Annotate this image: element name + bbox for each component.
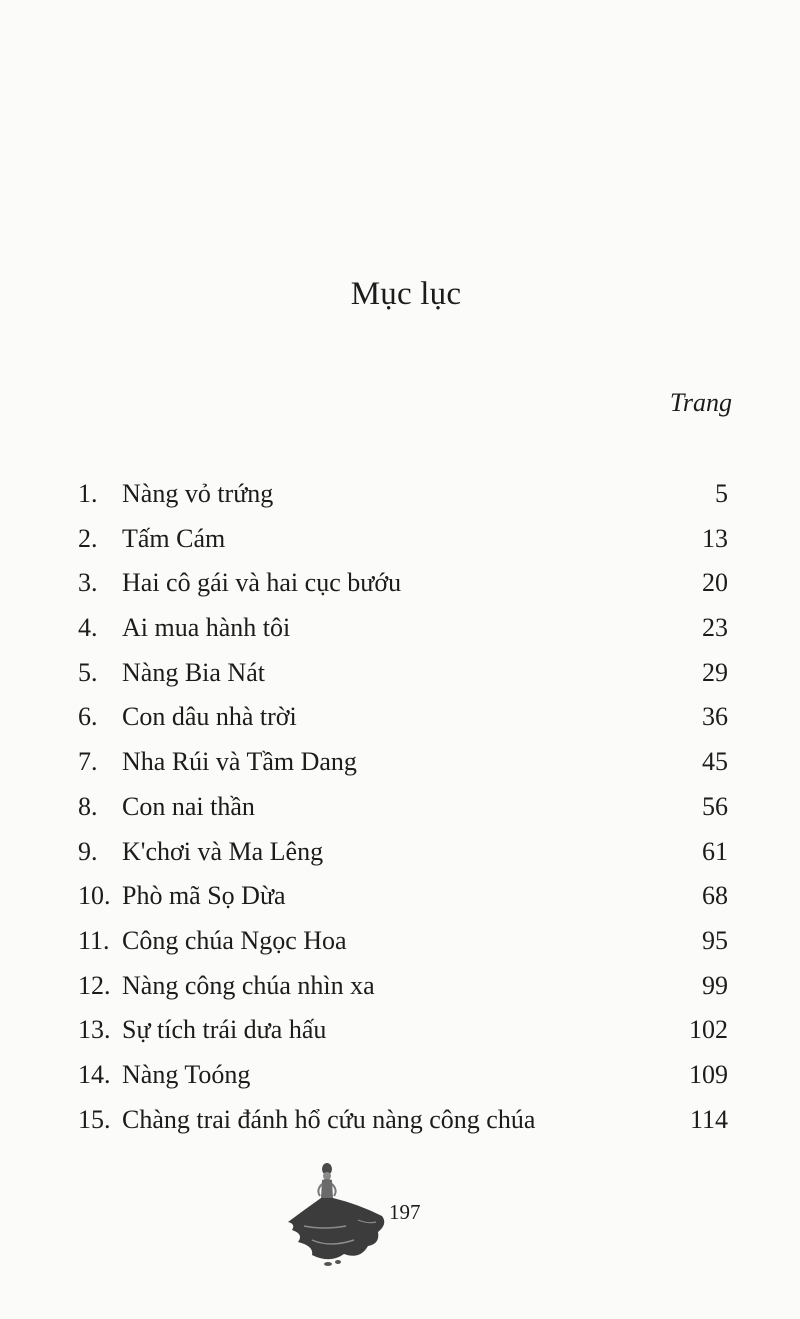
toc-entry-page: 68 — [702, 881, 728, 911]
toc-entry — [78, 919, 728, 964]
toc-entry-title: Hai cô gái và hai cục bướu — [122, 568, 402, 598]
toc-entry-number: 12. — [78, 970, 111, 1000]
toc-entry-page: 114 — [689, 1104, 728, 1134]
toc-entry-title: Phò mã Sọ Dừa — [122, 881, 286, 911]
toc-entry-number: 9. — [78, 836, 98, 866]
toc-entry — [78, 561, 728, 606]
toc-entry-title: Nha Rúi và Tầm Dang — [122, 747, 357, 777]
page-title: Mục lục — [350, 276, 462, 312]
toc-entry-page: 13 — [702, 523, 728, 553]
toc-entry-page: 20 — [702, 568, 728, 598]
toc-entry-number: 15. — [78, 1104, 111, 1134]
toc-entry — [78, 874, 728, 919]
toc-entry-page: 36 — [702, 702, 728, 732]
toc-entry-number: 8. — [78, 791, 98, 821]
toc-entry-number: 14. — [78, 1059, 111, 1089]
toc-entry — [78, 472, 728, 517]
toc-entry-number: 11. — [78, 925, 110, 955]
toc-entry — [78, 695, 728, 740]
toc-entry-page: 102 — [689, 1015, 728, 1045]
toc-entry-title: Nàng vỏ trứng — [122, 479, 274, 508]
toc-entry-number: 13. — [78, 1015, 111, 1045]
toc-entry-page: 23 — [702, 613, 728, 643]
toc-entry — [78, 740, 728, 785]
toc-entry-page: 45 — [702, 747, 728, 777]
toc-entry-page: 99 — [702, 970, 728, 1000]
toc-entry-title: Chàng trai đánh hổ cứu nàng công chúa — [122, 1104, 536, 1134]
toc-entry-page: 109 — [689, 1059, 728, 1089]
toc-entry-title: Con dâu nhà trời — [122, 702, 297, 732]
toc-entry — [78, 517, 728, 562]
toc-entry — [78, 1098, 728, 1143]
toc-entry — [78, 830, 728, 875]
toc-entry-title: Nàng công chúa nhìn xa — [122, 970, 375, 1000]
toc-entry-title: Công chúa Ngọc Hoa — [122, 925, 347, 955]
toc-entry — [78, 785, 728, 830]
toc-entry — [78, 606, 728, 651]
toc-entry-number: 1. — [78, 479, 98, 508]
toc-entry-page: 95 — [702, 925, 728, 955]
toc-entry-title: Nàng Bia Nát — [122, 657, 265, 687]
toc-entry — [78, 964, 728, 1009]
toc-entry-number: 7. — [78, 747, 98, 777]
toc-entry-title: Con nai thần — [122, 791, 255, 821]
page-column-label: Trang — [669, 388, 732, 417]
toc-entry-title: K'chơi và Ma Lêng — [122, 836, 324, 866]
toc-entry — [78, 1008, 728, 1053]
toc-entry-number: 2. — [78, 523, 98, 553]
table-of-contents — [78, 472, 728, 1142]
toc-entry-number: 4. — [78, 613, 98, 643]
toc-entry-page: 5 — [715, 479, 728, 508]
toc-entry — [78, 1053, 728, 1098]
toc-entry-number: 6. — [78, 702, 98, 732]
toc-entry-title: Sự tích trái dưa hấu — [122, 1015, 327, 1045]
toc-entry-title: Nàng Toóng — [122, 1059, 251, 1089]
toc-entry-page: 56 — [702, 791, 728, 821]
toc-entry-number: 10. — [78, 881, 111, 911]
princess-dress-illustration — [284, 1160, 394, 1275]
page-number: 197 — [389, 1200, 421, 1224]
toc-entry-page: 29 — [702, 657, 728, 687]
toc-entry-page: 61 — [702, 836, 728, 866]
toc-entry-title: Tấm Cám — [122, 523, 226, 553]
toc-entry-number: 3. — [78, 568, 98, 598]
page-footer — [284, 1160, 434, 1275]
toc-entry-number: 5. — [78, 657, 98, 687]
toc-entry-title: Ai mua hành tôi — [122, 613, 291, 643]
toc-entry — [78, 651, 728, 696]
